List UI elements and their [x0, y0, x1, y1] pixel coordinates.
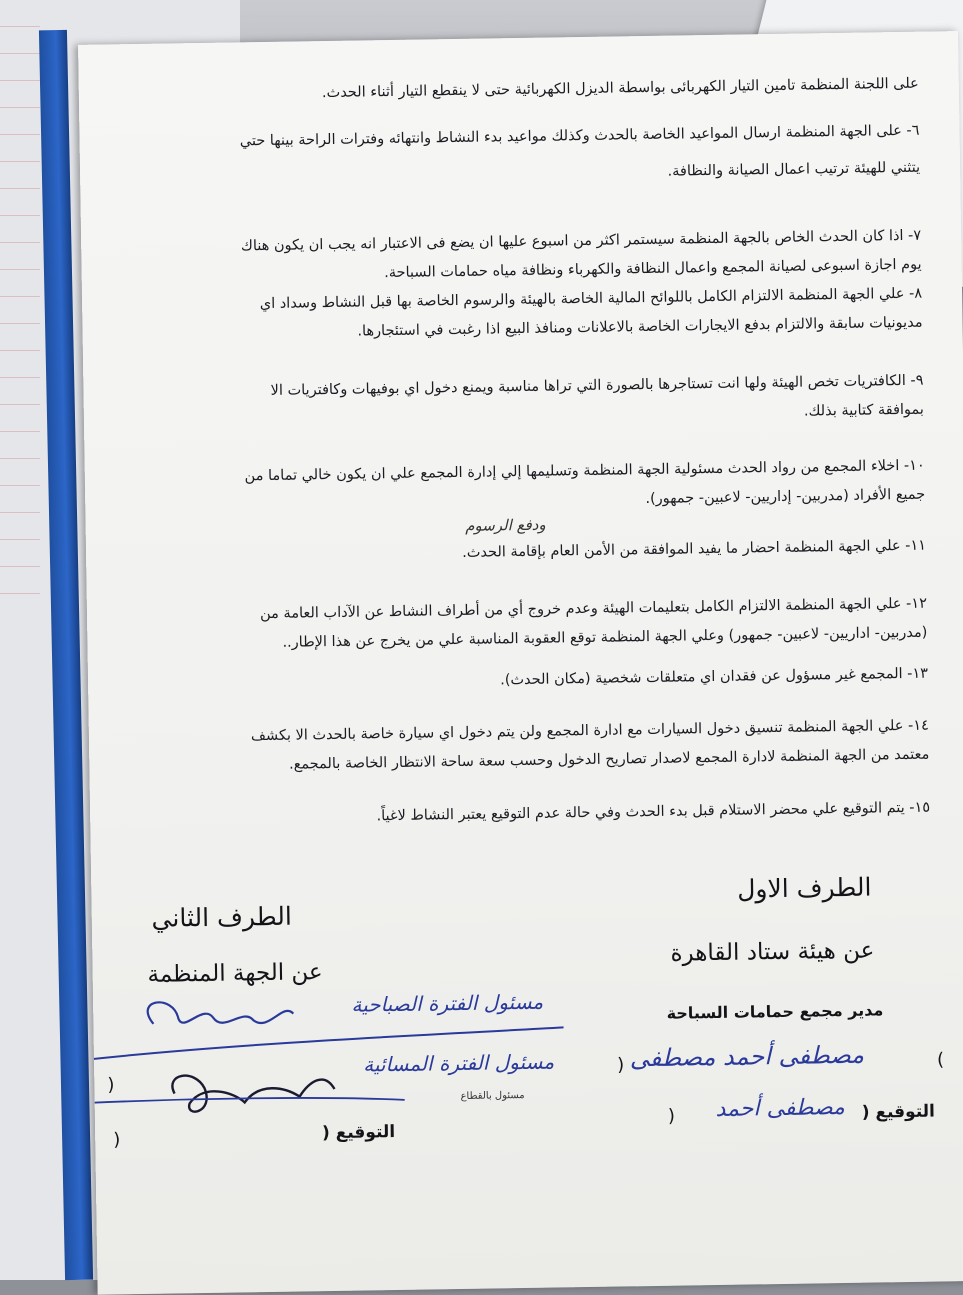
party-two-org: عن الجهة المنظمة [147, 959, 323, 988]
party-one-role: مدير مجمع حمامات السباحة [666, 1000, 884, 1023]
clause-line: ١١- علي الجهة المنظمة احضار ما يفيد الموافقة من الأمن العام بإقامة الحدث. [462, 537, 927, 561]
clause-line: ٨- علي الجهة المنظمة الالتزام الكامل باللوائح المالية الخاصة بالهيئة والرسوم الخاصة بها قبل النشاط وسداد اي [259, 285, 923, 313]
party-one-title: الطرف الاول [736, 872, 872, 904]
party-two-title: الطرف الثاني [151, 901, 292, 933]
clause-line: ١٠- اخلاء المجمع من رواد الحدث مسئولية الجهة المنظمة وتسليمها إلي إدارة المجمع علي ان يكون خالي تماما من [244, 457, 925, 485]
clause-line: معتمد من الجهة المنظمة لادارة المجمع لاصدار تصاريح الدخول وحسب سعة ساحة الانتظار الخاصة بالمجمع. [288, 746, 930, 773]
clause-line: ١٣- المجمع غير مسؤول عن فقدان اي متعلقات شخصية (مكان الحدث). [500, 665, 929, 689]
clause-line: ٧- اذا كان الحدث الخاص بالجهة المنظمة سيستمر اكثر من اسبوع عليها ان يضع فى الاعتبار انه يجب ان يكون هناك [240, 227, 922, 255]
signature-underline [84, 1027, 564, 1060]
paren-close: ) [113, 1129, 121, 1151]
clause-line: جميع الأفراد (مدربين- إداريين- لاعبين- جمهور). [645, 486, 926, 508]
clause-line: مديونيات سابقة والالتزام بدفع الايجارات الخاصة بالاعلانات ومنافذ البيع اذا رغبت في استئجارها. [357, 314, 923, 340]
party-two-signature-label: التوقيع ( [321, 1122, 396, 1144]
party-one-handwritten-name: مصطفى أحمد مصطفى [629, 1040, 865, 1073]
clause-line: ١٤- علي الجهة المنظمة تنسيق دخول السيارات مع ادارة المجمع ولن يتم دخول اي سيارة خاصة بالحدث الا بكشف [250, 717, 929, 745]
clause-line: يتثني للهيئة ترتيب اعمال الصيانة والنظافة. [667, 159, 921, 180]
clause-line: يوم اجازة اسبوعى لصيانة المجمع واعمال النظافة والكهرباء ونظافة مياه حمامات السباحة. [384, 256, 922, 282]
document-page [78, 31, 963, 1295]
signature-scribble-bottom [172, 1073, 335, 1112]
clause-line: على اللجنة المنظمة تامين التيار الكهربائى بواسطة الديزل الكهربائية حتى لا ينقطع التيار أثناء الحدث. [321, 75, 919, 102]
clause-line: ١٥- يتم التوقيع علي محضر الاستلام قبل بدء الحدث وفي حالة عدم التوقيع يعتبر النشاط لاغياً. [376, 799, 931, 825]
margin-note: ودفع الرسوم [465, 515, 546, 535]
party-two-handwritten-line-1: مسئول الفترة الصباحية [351, 989, 544, 1017]
clause-line: (مدربين- اداريين- لاعبين- جمهور) وعلي الجهة المنظمة توقع العقوبة المناسبة علي من يخرج عن هذا الإطار.. [282, 624, 928, 651]
signature-strokes [78, 31, 963, 1285]
party-one-signature: مصطفى أحمد [715, 1094, 846, 1123]
party-one-org: عن هيئة ستاد القاهرة [670, 937, 875, 967]
party-two-handwritten-line-2: مسئول الفترة المسائية [362, 1049, 555, 1077]
paren-open: ( [936, 1049, 945, 1071]
party-one-signature-label: التوقيع ( [861, 1101, 936, 1123]
paren-close: ) [107, 1074, 115, 1096]
clause-line: ٦- على الجهة المنظمة ارسال المواعيد الخاصة بالحدث وكذلك مواعيد بدء النشاط وانتهائه وفترات الراحة بينها حتي [239, 122, 920, 150]
clause-line: بموافقة كتابية بذلك. [803, 401, 925, 420]
paren-close: ) [667, 1105, 676, 1127]
clause-line: ١٢- علي الجهة المنظمة الالتزام الكامل بتعليمات الهيئة وعدم خروج أي من أطراف النشاط عن الآداب العامة من [259, 595, 928, 623]
signature-scribble-top [148, 1000, 294, 1025]
clause-line: ٩- الكافتريات تخص الهيئة ولها انت تستاجرها بالصورة التي تراها مناسبة ويمنع دخول اي بوفيهات وكافتريات الا [270, 372, 924, 399]
paren-close: ) [616, 1054, 625, 1076]
party-two-stamp: مسئول بالقطاع [460, 1090, 525, 1103]
ruled-lines [0, 0, 40, 600]
